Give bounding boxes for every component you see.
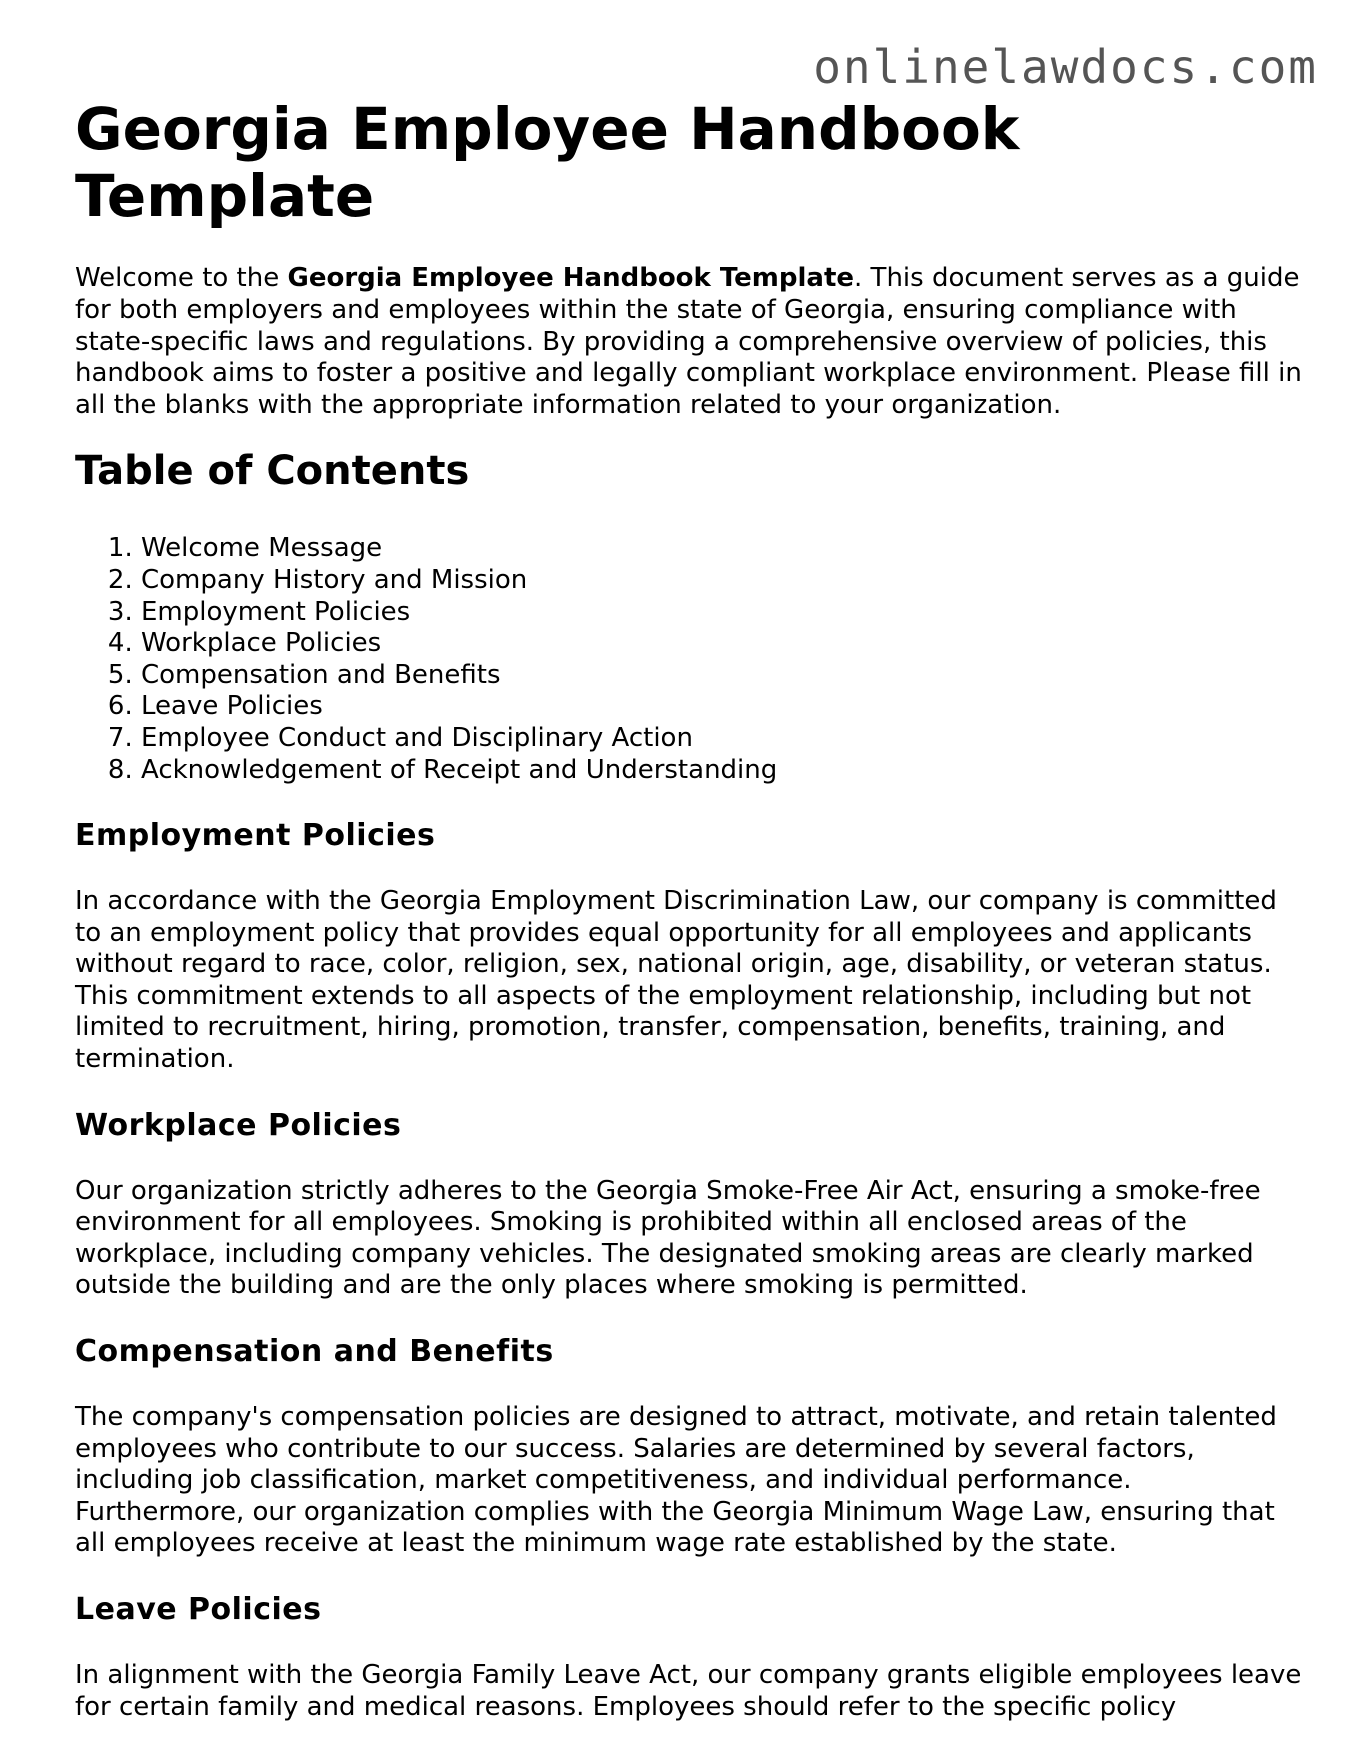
intro-text-before: Welcome to the — [75, 263, 288, 294]
toc-heading: Table of Contents — [75, 448, 470, 495]
intro-text-bold: Georgia Employee Handbook Template — [287, 263, 855, 294]
toc-item: 5. Compensation and Benefits — [141, 660, 1305, 692]
toc-list — [75, 533, 1305, 786]
section-body-compensation-and-benefits: The company's compensation policies are designed to attract, motivate, and retain talented employees who contribute to our success. Salaries are determined by several factors, including job classification, market competitiveness, and individual performance. Furthermore, our organization complies with the Georgia Minimum Wage Law, ensuring that all employees receive at least the minimum wage rate established by the state. — [75, 1402, 1277, 1559]
intro-text-after: . This document serves as a guide for both employers and employees within the state of Georgia, ensuring compliance with state-specific laws and regulations. By providing a comprehensive overview of policies, this handbook aims to foster a positive and legally compliant workplace environment. Please fill in all the blanks with the appropriate information related to your organization. — [75, 263, 1302, 420]
toc-item: 6. Leave Policies — [141, 691, 1305, 723]
watermark: onlinelawdocs.com — [813, 40, 1318, 94]
toc-item: 1. Welcome Message — [141, 533, 1305, 565]
toc-item: 8. Acknowledgement of Receipt and Understanding — [141, 755, 1305, 787]
toc-item: 2. Company History and Mission — [141, 565, 1305, 597]
section-heading-leave-policies: Leave Policies — [75, 1592, 322, 1627]
section-heading-compensation-and-benefits: Compensation and Benefits — [75, 1334, 554, 1370]
toc-item: 7. Employee Conduct and Disciplinary Action — [141, 723, 1305, 755]
section-body-leave-policies: In alignment with the Georgia Family Leave Act, our company grants eligible employees leave for certain family and medical reasons. Employees should refer to the specific policy — [75, 1660, 1302, 1722]
toc-item: 4. Workplace Policies — [141, 628, 1305, 660]
section-heading-employment-policies: Employment Policies — [75, 818, 436, 854]
section-heading-workplace-policies: Workplace Policies — [75, 1107, 402, 1143]
section-body-workplace-policies: Our organization strictly adheres to the Georgia Smoke-Free Air Act, ensuring a smoke-free environment for all employees. Smoking is prohibited within all enclosed areas of the workplace, including company vehicles. The designated smoking areas are clearly marked outside the building and are the only places where smoking is permitted. — [75, 1175, 1261, 1301]
section-body-employment-policies: In accordance with the Georgia Employment Discrimination Law, our company is committed to an employment policy that provides equal opportunity for all employees and applicants without regard to race, color, religion, sex, national origin, age, disability, or veteran status. This commitment extends to all aspects of the employment relationship, including but not limited to recruitment, hiring, promotion, transfer, compensation, benefits, training, and termination. — [75, 886, 1277, 1075]
toc-item: 3. Employment Policies — [141, 597, 1305, 629]
intro-paragraph — [75, 263, 1305, 421]
document-body — [75, 96, 1305, 1723]
page-title: Georgia Employee Handbook Template — [75, 95, 1020, 230]
